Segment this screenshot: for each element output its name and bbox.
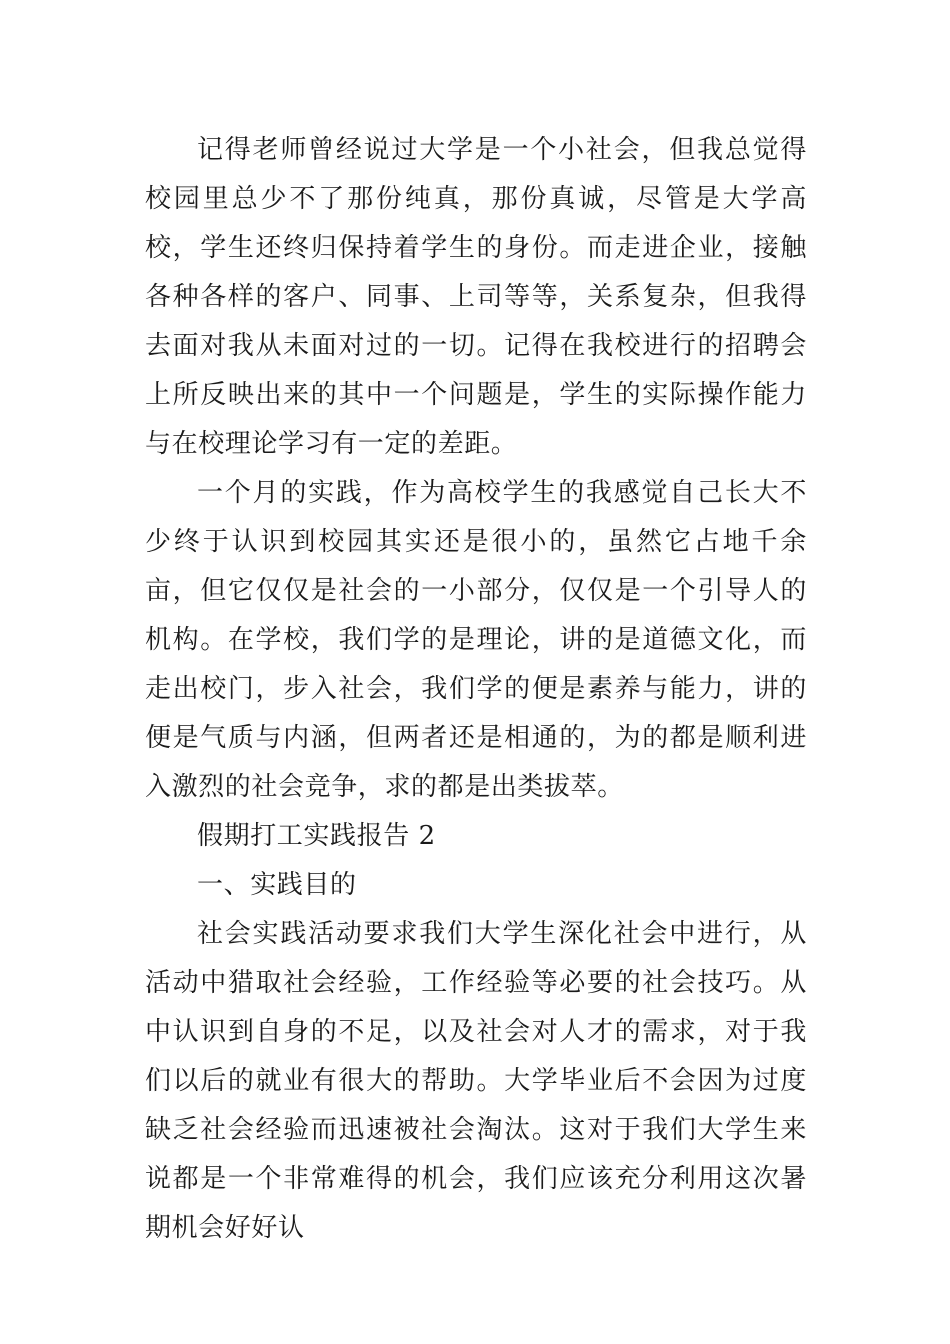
paragraph-3: 社会实践活动要求我们大学生深化社会中进行，从活动中猎取社会经验，工作经验等必要的社会技巧。从中认识到自身的不足，以及社会对人才的需求，对于我们以后的就业有很大的帮助。大学毕业后不会因为过度缺乏社会经验而迅速被社会淘汰。这对于我们大学生来说都是一个非常难得的机会，我们应该充分利用这次暑期机会好好认 [145,919,807,1243]
paragraph-1: 记得老师曾经说过大学是一个小社会，但我总觉得校园里总少不了那份纯真，那份真诚，尽管是大学高校，学生还终归保持着学生的身份。而走进企业，接触各种各样的客户、同事、上司等等，关系复杂，但我得去面对我从未面对过的一切。记得在我校进行的招聘会上所反映出来的其中一个问题是，学生的实际操作能力与在校理论学习有一定的差距。 [145,135,807,459]
document-body [145,126,807,1253]
section-title: 假期打工实践报告 2 [197,821,436,851]
subsection-title: 一、实践目的 [197,870,357,900]
paragraph-2: 一个月的实践，作为高校学生的我感觉自己长大不少终于认识到校园其实还是很小的，虽然它占地千余亩，但它仅仅是社会的一小部分，仅仅是一个引导人的机构。在学校，我们学的是理论，讲的是道德文化，而走出校门，步入社会，我们学的便是素养与能力，讲的便是气质与内涵，但两者还是相通的，为的都是顺利进入激烈的社会竞争，求的都是出类拔萃。 [145,478,807,802]
